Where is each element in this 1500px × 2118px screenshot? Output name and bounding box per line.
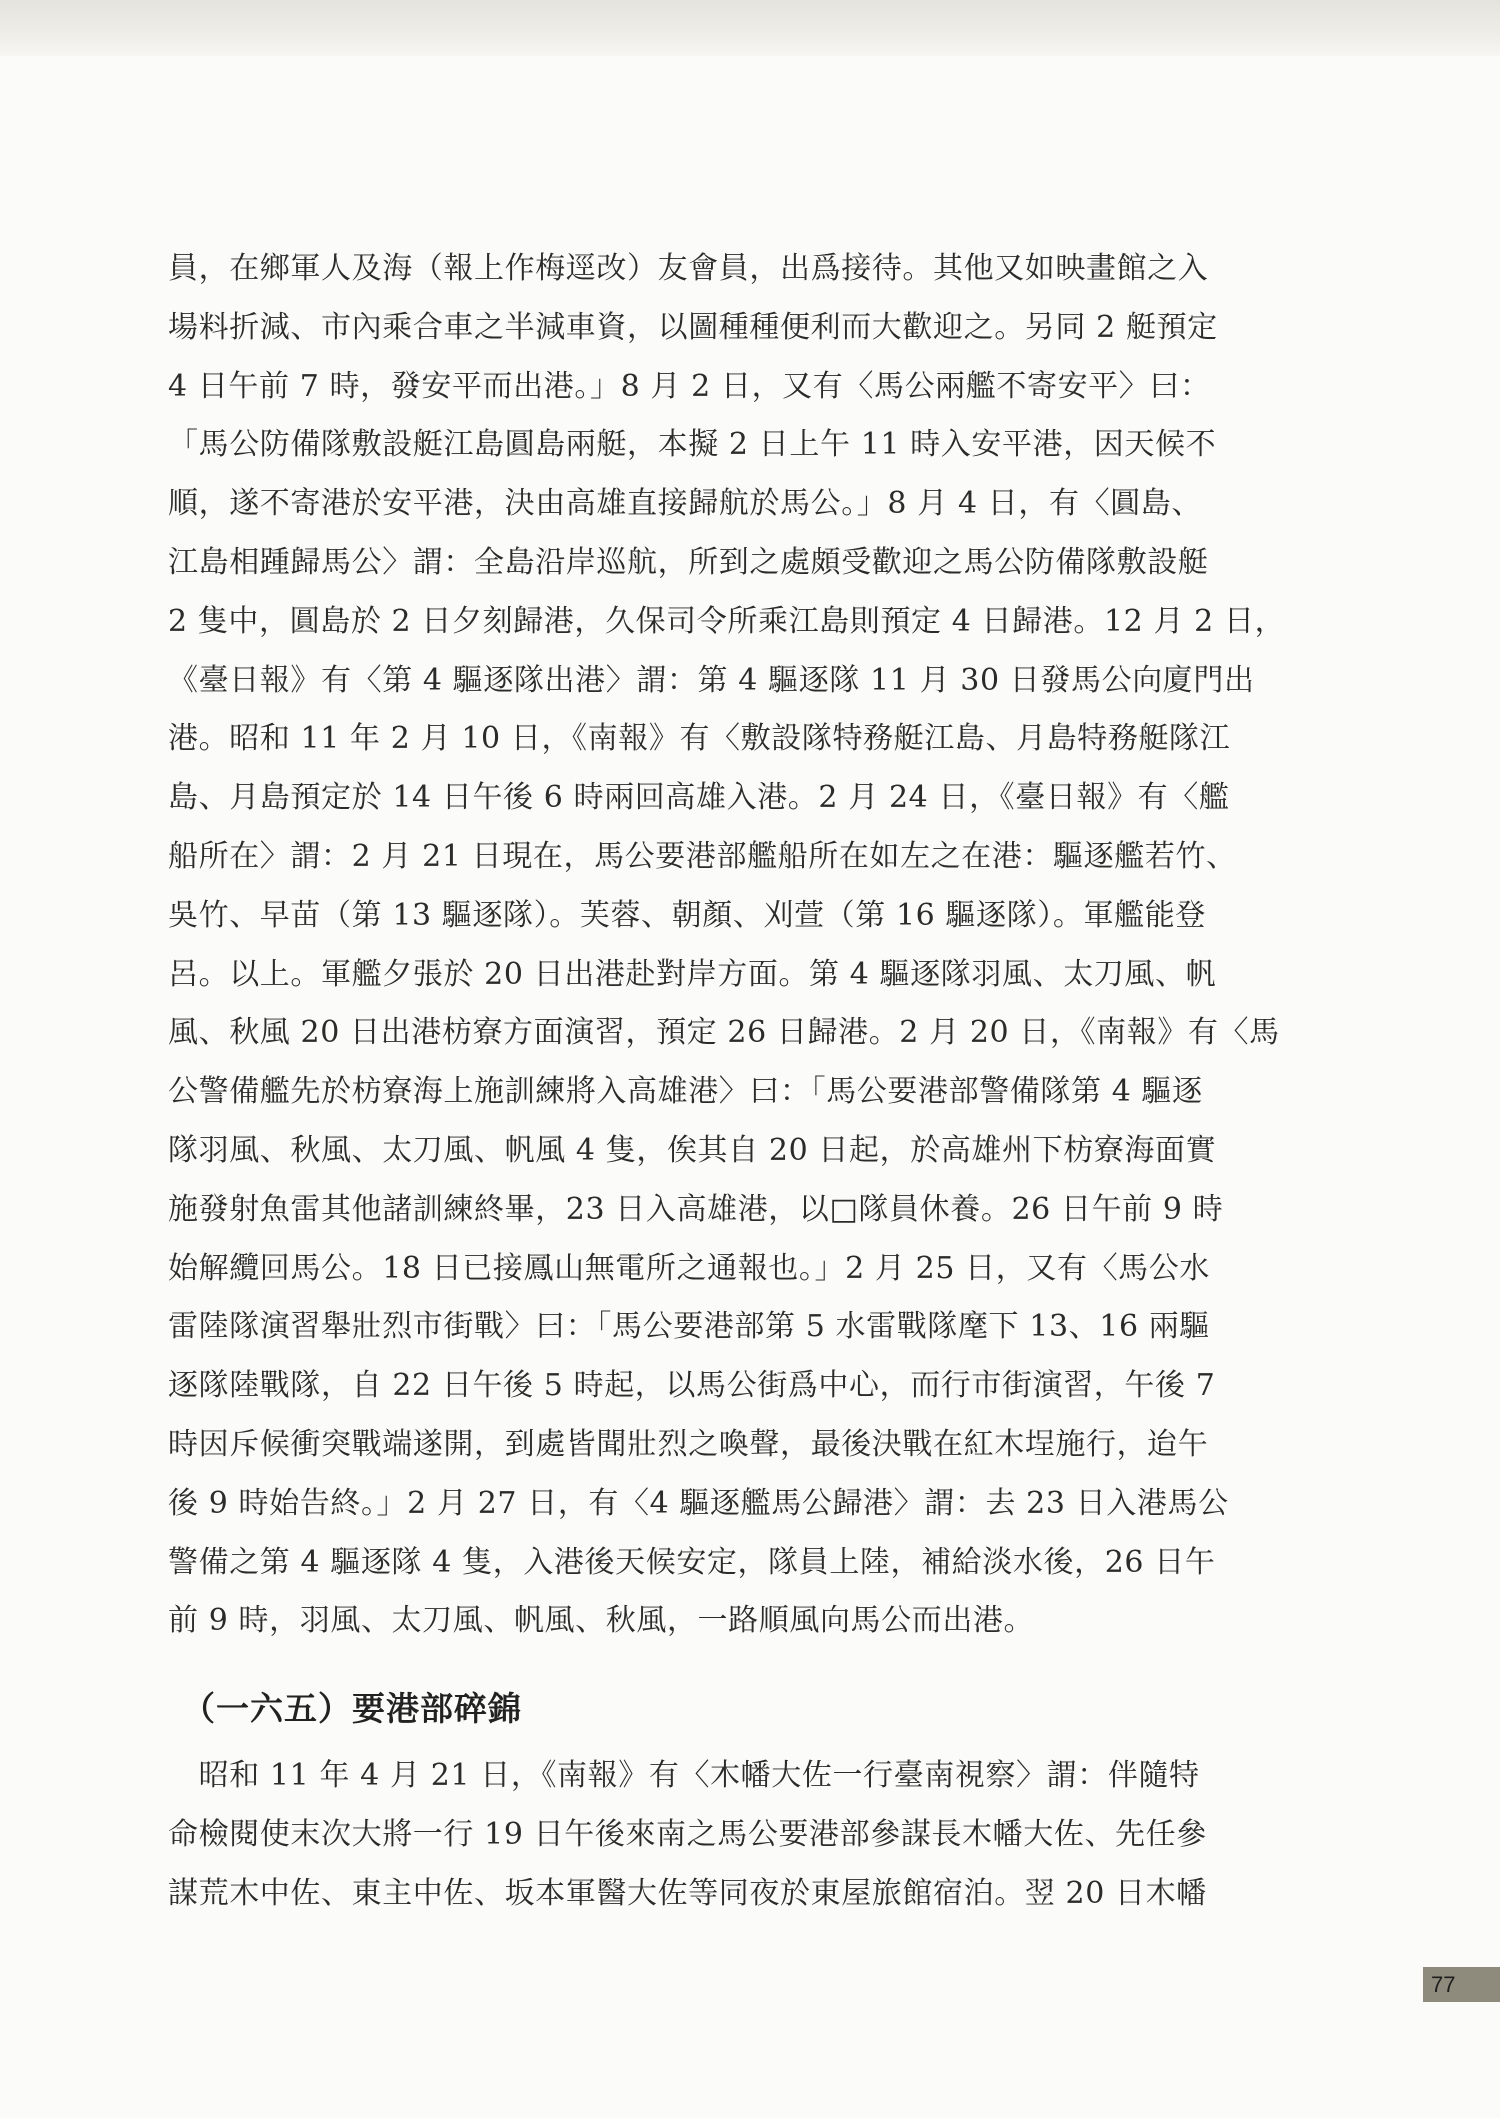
text-line: 港。昭和 11 年 2 月 10 日，《南報》有〈敷設隊特務艇江島、月島特務艇隊江 (168, 721, 1231, 757)
text-line: 命檢閱使末次大將一行 19 日午後來南之馬公要港部參謀長木幡大佐、先任參 (168, 1817, 1207, 1852)
section-heading: （一六五）要港部碎錦 (182, 1689, 522, 1728)
text-line: 順，遂不寄港於安平港，決由高雄直接歸航於馬公。」8 月 4 日，有〈圓島、 (168, 486, 1202, 522)
text-line: 施發射魚雷其他諸訓練終畢，23 日入高雄港，以□隊員休養。26 日午前 9 時 (168, 1191, 1224, 1227)
scan-top-edge (0, 0, 1500, 56)
text-line: 雷陸隊演習舉壯烈市街戰〉曰：「馬公要港部第 5 水雷戰隊麾下 13、16 兩驅 (168, 1309, 1210, 1345)
section-paragraph (168, 1746, 1288, 1923)
text-line: 江島相踵歸馬公〉謂：全島沿岸巡航，所到之處頗受歡迎之馬公防備隊敷設艇 (168, 544, 1209, 580)
text-line: 時因斥候衝突戰端遂開，到處皆聞壯烈之喚聲，最後決戰在紅木埕施行，迨午 (168, 1426, 1209, 1462)
text-line: 隊羽風、秋風、太刀風、帆風 4 隻，俟其自 20 日起，於高雄州下枋寮海面實 (168, 1132, 1217, 1168)
text-line: 後 9 時始告終。」2 月 27 日，有〈4 驅逐艦馬公歸港〉謂：去 23 日入港馬公 (168, 1485, 1229, 1521)
text-line: 員，在鄉軍人及海（報上作梅逕改）友會員，出爲接待。其他又如映畫館之入 (168, 251, 1209, 286)
text-line: 4 日午前 7 時，發安平而出港。」8 月 2 日，又有〈馬公兩艦不寄安平〉曰： (168, 368, 1211, 404)
text-line: 島、月島預定於 14 日午後 6 時兩回高雄入港。2 月 24 日，《臺日報》有〈艦 (168, 780, 1230, 816)
body-paragraph (168, 240, 1288, 1651)
text-line: 吳竹、早苗（第 13 驅逐隊）。芙蓉、朝顏、刈萱（第 16 驅逐隊）。軍艦能登 (168, 897, 1206, 933)
text-line: 始解纜回馬公。18 日已接鳳山無電所之通報也。」2 月 25 日，又有〈馬公水 (168, 1250, 1210, 1286)
text-line: 《臺日報》有〈第 4 驅逐隊出港〉謂：第 4 驅逐隊 11 月 30 日發馬公向廈門出 (168, 662, 1255, 698)
text-line: 船所在〉謂：2 月 21 日現在，馬公要港部艦船所在如左之在港：驅逐艦若竹、 (168, 838, 1237, 874)
text-line: 2 隻中，圓島於 2 日夕刻歸港，久保司令所乘江島則預定 4 日歸港。12 月 2 日， (168, 603, 1286, 639)
text-line: 警備之第 4 驅逐隊 4 隻，入港後天候安定，隊員上陸，補給淡水後，26 日午 (168, 1544, 1216, 1580)
text-line: 昭和 11 年 4 月 21 日，《南報》有〈木幡大佐一行臺南視察〉謂：伴隨特 (168, 1758, 1200, 1793)
text-line: 呂。以上。軍艦夕張於 20 日出港赴對岸方面。第 4 驅逐隊羽風、太刀風、帆 (168, 956, 1217, 992)
text-line: 謀荒木中佐、東主中佐、坂本軍醫大佐等同夜於東屋旅館宿泊。翌 20 日木幡 (168, 1876, 1207, 1911)
text-line: 公警備艦先於枋寮海上施訓練將入高雄港〉曰：「馬公要港部警備隊第 4 驅逐 (168, 1074, 1203, 1110)
page-number: 77 (1423, 1967, 1500, 2002)
text-line: 場料折減、市內乘合車之半減車資，以圖種種便利而大歡迎之。另同 2 艇預定 (168, 309, 1218, 345)
text-line: 風、秋風 20 日出港枋寮方面演習，預定 26 日歸港。2 月 20 日，《南報》有〈馬 (168, 1015, 1280, 1051)
text-line: 逐隊陸戰隊，自 22 日午後 5 時起，以馬公街爲中心，而行市街演習，午後 7 (168, 1368, 1216, 1404)
text-line: 前 9 時，羽風、太刀風、帆風、秋風，一路順風向馬公而出港。 (168, 1603, 1035, 1639)
text-line: 「馬公防備隊敷設艇江島圓島兩艇，本擬 2 日上午 11 時入安平港，因天候不 (168, 427, 1217, 463)
